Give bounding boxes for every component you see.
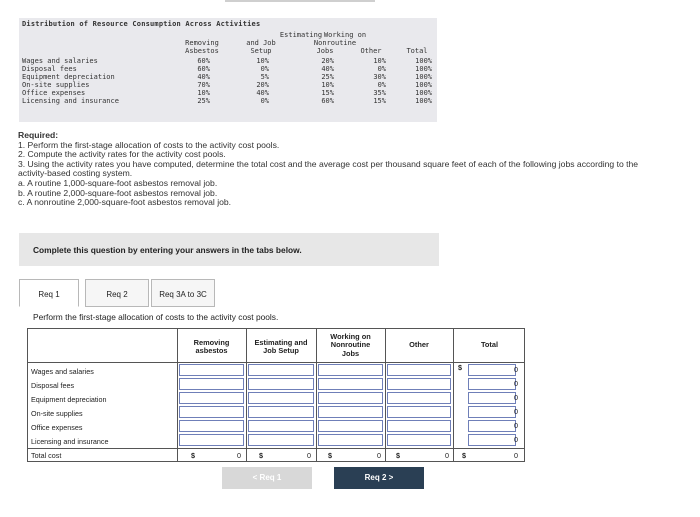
input-licensing-estimating[interactable] bbox=[248, 434, 314, 446]
row-total-licensing bbox=[468, 434, 516, 446]
tab-req-2[interactable]: Req 2 bbox=[85, 279, 149, 307]
src-cell: 70% bbox=[197, 81, 210, 89]
src-cell: 100% bbox=[415, 65, 432, 73]
src-row-label: Office expenses bbox=[22, 89, 86, 97]
row-label-licensing: Licensing and insurance bbox=[31, 437, 109, 446]
required-heading: Required: bbox=[18, 130, 59, 140]
input-licensing-removing[interactable] bbox=[179, 434, 244, 446]
input-supplies-other[interactable] bbox=[387, 406, 451, 418]
required-item: a. A routine 1,000-square-foot asbestos removal job. bbox=[18, 177, 218, 188]
src-row-label: Disposal fees bbox=[22, 65, 77, 73]
src-row-label: Equipment depreciation bbox=[22, 73, 115, 81]
src-row-label: Wages and salaries bbox=[22, 57, 98, 65]
required-item: b. A routine 2,000-square-foot asbestos removal job. bbox=[18, 187, 218, 198]
src-cell: 40% bbox=[256, 89, 269, 97]
row-total-wages bbox=[468, 364, 516, 376]
input-equipment-removing[interactable] bbox=[179, 392, 244, 404]
input-wages-working[interactable] bbox=[318, 364, 383, 376]
hdr-removing-2: Asbestos bbox=[185, 47, 219, 55]
required-item: 2. Compute the activity rates for the activity cost pools. bbox=[18, 149, 226, 160]
input-office-estimating[interactable] bbox=[248, 420, 314, 432]
col-estimating: Estimating and Job Setup bbox=[254, 338, 308, 356]
hdr-estimating-3: Setup bbox=[250, 47, 272, 55]
src-cell: 0% bbox=[377, 65, 386, 73]
source-table-title: Distribution of Resource Consumption Across Activities bbox=[22, 20, 261, 28]
row-total-value: 0 bbox=[514, 379, 518, 388]
src-cell: 100% bbox=[415, 73, 432, 81]
total-cost-currency: $ bbox=[191, 451, 195, 460]
input-disposal-working[interactable] bbox=[318, 378, 383, 390]
src-cell: 25% bbox=[321, 73, 334, 81]
total-cost-other: 0 bbox=[445, 451, 449, 460]
row-label-supplies: On-site supplies bbox=[31, 409, 83, 418]
src-cell: 10% bbox=[373, 57, 386, 65]
src-cell: 100% bbox=[415, 81, 432, 89]
src-cell: 0% bbox=[377, 81, 386, 89]
required-section bbox=[18, 131, 658, 208]
input-wages-estimating[interactable] bbox=[248, 364, 314, 376]
required-item: 1. Perform the first-stage allocation of costs to the activity cost pools. bbox=[18, 139, 280, 150]
hdr-total: Total bbox=[406, 47, 428, 55]
src-cell: 15% bbox=[373, 97, 386, 105]
src-cell: 10% bbox=[256, 57, 269, 65]
input-office-working[interactable] bbox=[318, 420, 383, 432]
row-total-value: 0 bbox=[514, 421, 518, 430]
hdr-working-1: Working on bbox=[323, 31, 367, 39]
row-total-value: 0 bbox=[514, 407, 518, 416]
total-cost-estimating: 0 bbox=[307, 451, 311, 460]
src-cell: 0% bbox=[260, 97, 269, 105]
src-cell: 10% bbox=[197, 89, 210, 97]
input-equipment-estimating[interactable] bbox=[248, 392, 314, 404]
input-wages-other[interactable] bbox=[387, 364, 451, 376]
src-cell: 0% bbox=[260, 65, 269, 73]
src-cell: 40% bbox=[321, 65, 334, 73]
instructions-panel bbox=[19, 233, 439, 266]
col-total: Total bbox=[480, 340, 499, 349]
hdr-working-3: Jobs bbox=[316, 47, 334, 55]
input-wages-removing[interactable] bbox=[179, 364, 244, 376]
src-row-label: On-site supplies bbox=[22, 81, 90, 89]
col-other: Other bbox=[409, 340, 429, 349]
src-cell: 20% bbox=[321, 57, 334, 65]
input-equipment-working[interactable] bbox=[318, 392, 383, 404]
src-cell: 25% bbox=[197, 97, 210, 105]
total-cost-total: 0 bbox=[514, 451, 518, 460]
src-cell: 100% bbox=[415, 57, 432, 65]
tab-instruction: Perform the first-stage allocation of costs to the activity cost pools. bbox=[33, 312, 279, 322]
src-cell: 40% bbox=[197, 73, 210, 81]
required-item: 3. Using the activity rates you have computed, determine the total cost and the average cost per thousand square feet of each of the following jobs according to the activity-based costing system. bbox=[18, 158, 639, 179]
input-disposal-other[interactable] bbox=[387, 378, 451, 390]
required-item: c. A nonroutine 2,000-square-foot asbestos removal job. bbox=[18, 197, 232, 208]
input-supplies-working[interactable] bbox=[318, 406, 383, 418]
row-label-equipment: Equipment depreciation bbox=[31, 395, 107, 404]
src-cell: 5% bbox=[260, 73, 269, 81]
row-total-disposal bbox=[468, 378, 516, 390]
top-divider bbox=[225, 0, 375, 2]
src-cell: 100% bbox=[415, 97, 432, 105]
total-cost-removing: 0 bbox=[237, 451, 241, 460]
complete-note: Complete this question by entering your answers in the tabs below. bbox=[33, 245, 302, 255]
total-cost-currency: $ bbox=[328, 451, 332, 460]
prev-req-button[interactable]: < Req 1 bbox=[222, 467, 312, 489]
input-supplies-estimating[interactable] bbox=[248, 406, 314, 418]
row-total-value: 0 bbox=[514, 435, 518, 444]
hdr-working-2: Nonroutine bbox=[313, 39, 357, 47]
total-currency: $ bbox=[458, 363, 462, 372]
col-removing: Removing asbestos bbox=[193, 338, 230, 356]
src-row-label: Licensing and insurance bbox=[22, 97, 119, 105]
input-office-other[interactable] bbox=[387, 420, 451, 432]
input-supplies-removing[interactable] bbox=[179, 406, 244, 418]
src-cell: 60% bbox=[197, 65, 210, 73]
row-total-equipment bbox=[468, 392, 516, 404]
src-cell: 30% bbox=[373, 73, 386, 81]
src-cell: 60% bbox=[197, 57, 210, 65]
tab-req-1[interactable]: Req 1 bbox=[19, 279, 79, 307]
total-cost-currency: $ bbox=[396, 451, 400, 460]
hdr-estimating-2: and Job bbox=[246, 39, 276, 47]
input-disposal-estimating[interactable] bbox=[248, 378, 314, 390]
input-equipment-other[interactable] bbox=[387, 392, 451, 404]
input-office-removing[interactable] bbox=[179, 420, 244, 432]
row-label-office: Office expenses bbox=[31, 423, 83, 432]
row-total-value: 0 bbox=[514, 393, 518, 402]
hdr-estimating-1: Estimating bbox=[279, 31, 323, 39]
src-cell: 15% bbox=[321, 89, 334, 97]
total-cost-currency: $ bbox=[462, 451, 466, 460]
src-cell: 20% bbox=[256, 81, 269, 89]
input-licensing-other[interactable] bbox=[387, 434, 451, 446]
row-label-wages: Wages and salaries bbox=[31, 367, 94, 376]
row-total-office bbox=[468, 420, 516, 432]
col-working: Working on Nonroutine Jobs bbox=[330, 332, 371, 358]
allocation-table bbox=[27, 328, 525, 462]
row-label-total-cost: Total cost bbox=[31, 451, 62, 460]
src-cell: 100% bbox=[415, 89, 432, 97]
row-total-value: 0 bbox=[514, 365, 518, 374]
src-cell: 10% bbox=[321, 81, 334, 89]
total-cost-working: 0 bbox=[377, 451, 381, 460]
src-cell: 60% bbox=[321, 97, 334, 105]
source-data-table bbox=[19, 18, 437, 122]
hdr-removing-1: Removing bbox=[185, 39, 219, 47]
hdr-other: Other bbox=[360, 47, 382, 55]
next-req-button[interactable]: Req 2 > bbox=[334, 467, 424, 489]
row-label-disposal: Disposal fees bbox=[31, 381, 75, 390]
src-cell: 35% bbox=[373, 89, 386, 97]
total-cost-currency: $ bbox=[259, 451, 263, 460]
input-licensing-working[interactable] bbox=[318, 434, 383, 446]
row-total-supplies bbox=[468, 406, 516, 418]
tab-req-3a-3c[interactable]: Req 3A to 3C bbox=[151, 279, 215, 307]
input-disposal-removing[interactable] bbox=[179, 378, 244, 390]
